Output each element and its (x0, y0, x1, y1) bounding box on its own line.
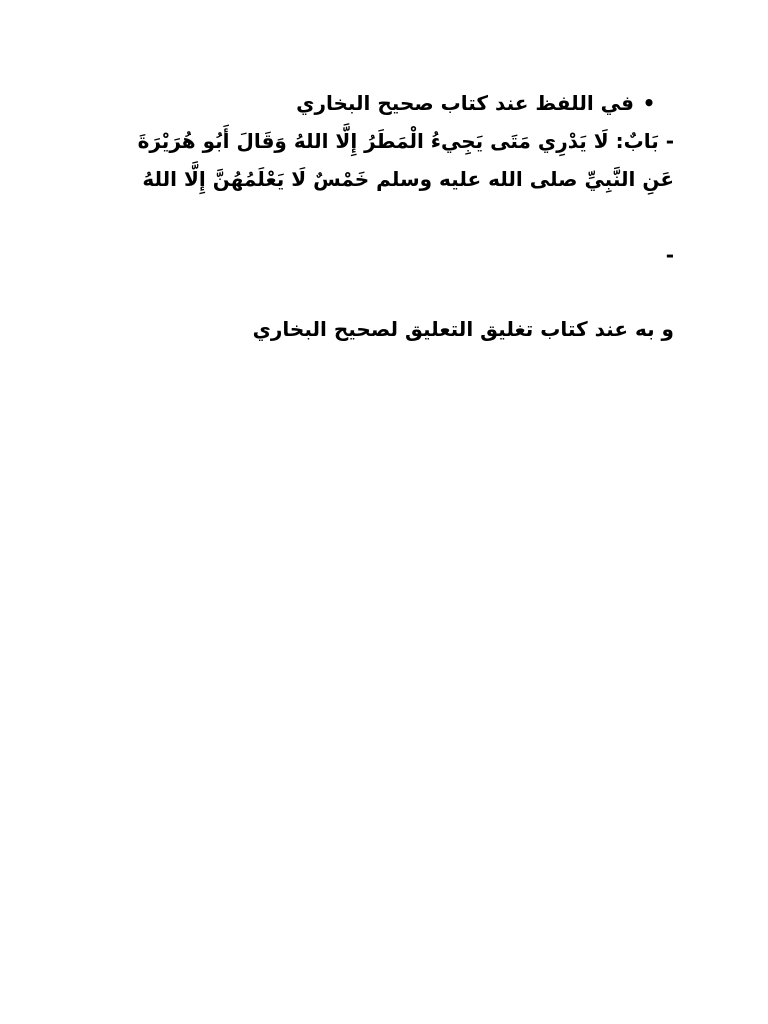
bullet-heading: في اللفظ عند كتاب صحيح البخاري (296, 91, 634, 115)
closing-line: و به عند كتاب تغليق التعليق لصحيح البخاري (252, 317, 674, 341)
hadith-paragraph: - بَابٌ: لَا يَدْرِي مَتَى يَجِيءُ الْمَطَرُ إِلَّا اللهُ وَقَالَ أَبُو هُرَيْرَةَ عَنِ النَّبِيِّ صلى الله عليه وسلم خَمْسٌ لَا يَعْلَمُهُنَّ إِلَّا اللهُ (137, 129, 674, 191)
bullet-icon: • (642, 91, 656, 115)
dash-line: - (665, 243, 674, 267)
bullet-item (124, 84, 664, 122)
